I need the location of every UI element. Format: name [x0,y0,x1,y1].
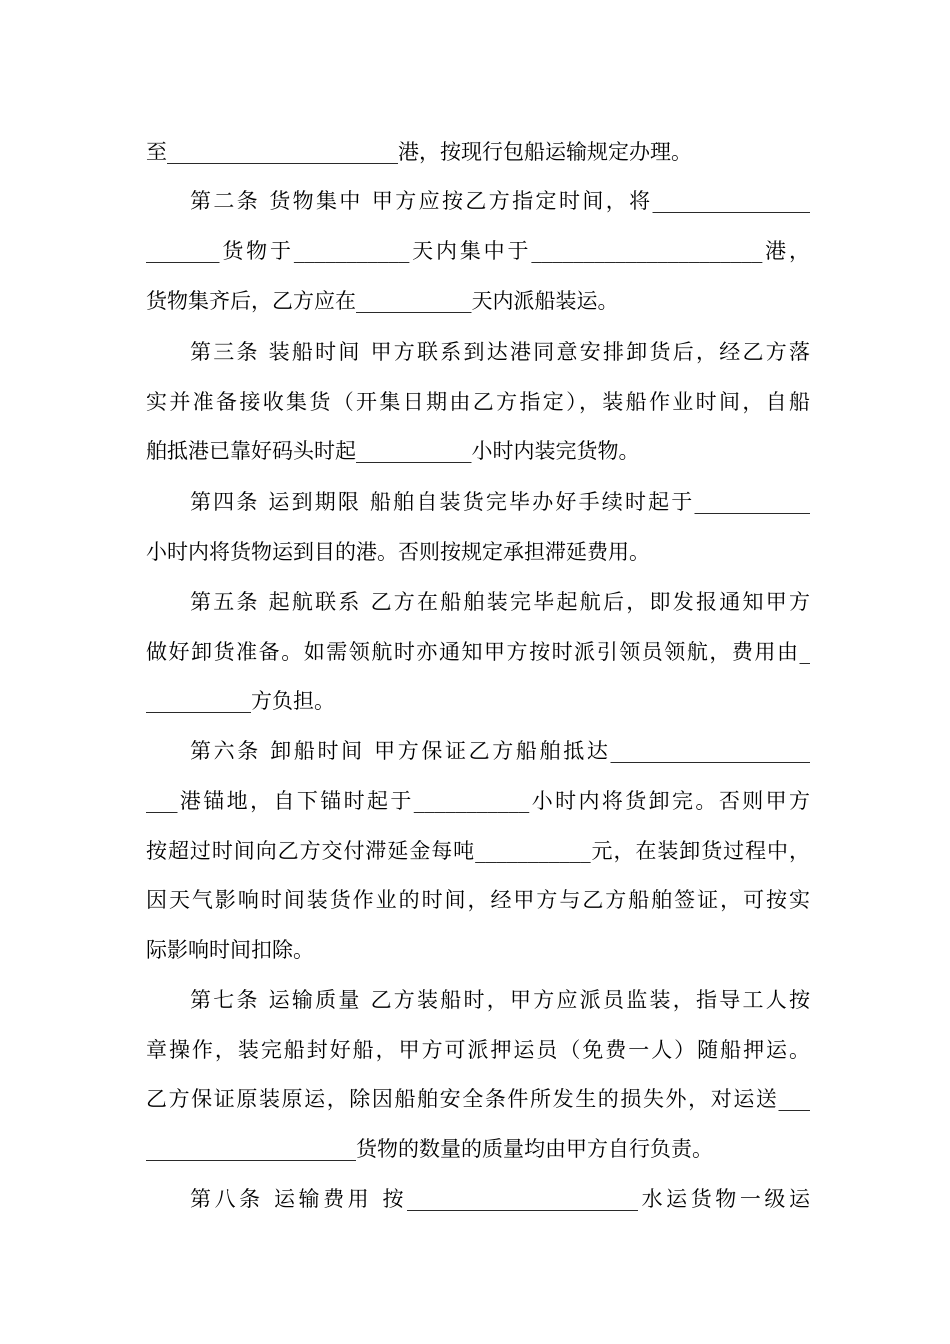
text-line: ____________________货物的数量的质量均由甲方自行负责。 [146,1137,713,1161]
article-2-heading-line: 第二条 货物集中 甲方应按乙方指定时间，将_______________ [190,189,810,213]
text-line: 因天气影响时间装货作业的时间，经甲方与乙方船舶签证，可按实 [146,888,810,912]
text-line: 按超过时间向乙方交付滞延金每吨___________元，在装卸货过程中， [146,839,810,863]
text-line: 货物集齐后，乙方应在___________天内派船装运。 [146,289,619,313]
article-7-heading-line: 第七条 运输质量 乙方装船时，甲方应派员监装，指导工人按 [190,988,810,1012]
article-5-heading-line: 第五条 起航联系 乙方在船舶装完毕起航后，即发报通知甲方 [190,590,810,614]
article-4-heading-line: 第四条 运到期限 船舶自装货完毕办好手续时起于___________ [190,490,810,514]
text-line: 小时内将货物运到目的港。否则按规定承担滞延费用。 [146,540,650,564]
text-line: 实并准备接收集货（开集日期由乙方指定），装船作业时间，自船 [146,390,810,414]
article-6-heading-line: 第六条 卸船时间 甲方保证乙方船舶抵达___________________ [190,739,810,763]
text-line: ___港锚地，自下锚时起于___________小时内将货卸完。否则甲方 [146,789,810,813]
article-8-heading-line: 第八条 运输费用 按______________________水运货物一级运 [190,1187,810,1211]
text-line: 做好卸货准备。如需领航时亦通知甲方按时派引领员领航，费用由_ [146,640,810,664]
text-line: __________方负担。 [146,689,335,713]
text-line: 际影响时间扣除。 [146,938,314,962]
text-line: 章操作，装完船封好船，甲方可派押运员（免费一人）随船押运。 [146,1038,810,1062]
article-3-heading-line: 第三条 装船时间 甲方联系到达港同意安排卸货后，经乙方落 [190,340,810,364]
text-line: 乙方保证原装原运，除因船舶安全条件所发生的损失外，对运送___ [146,1087,810,1111]
text-line: _______货物于___________天内集中于______________________港， [146,239,810,263]
text-line: 至______________________港，按现行包船运输规定办理。 [146,140,692,164]
text-line: 舶抵港已靠好码头时起___________小时内装完货物。 [146,439,640,463]
